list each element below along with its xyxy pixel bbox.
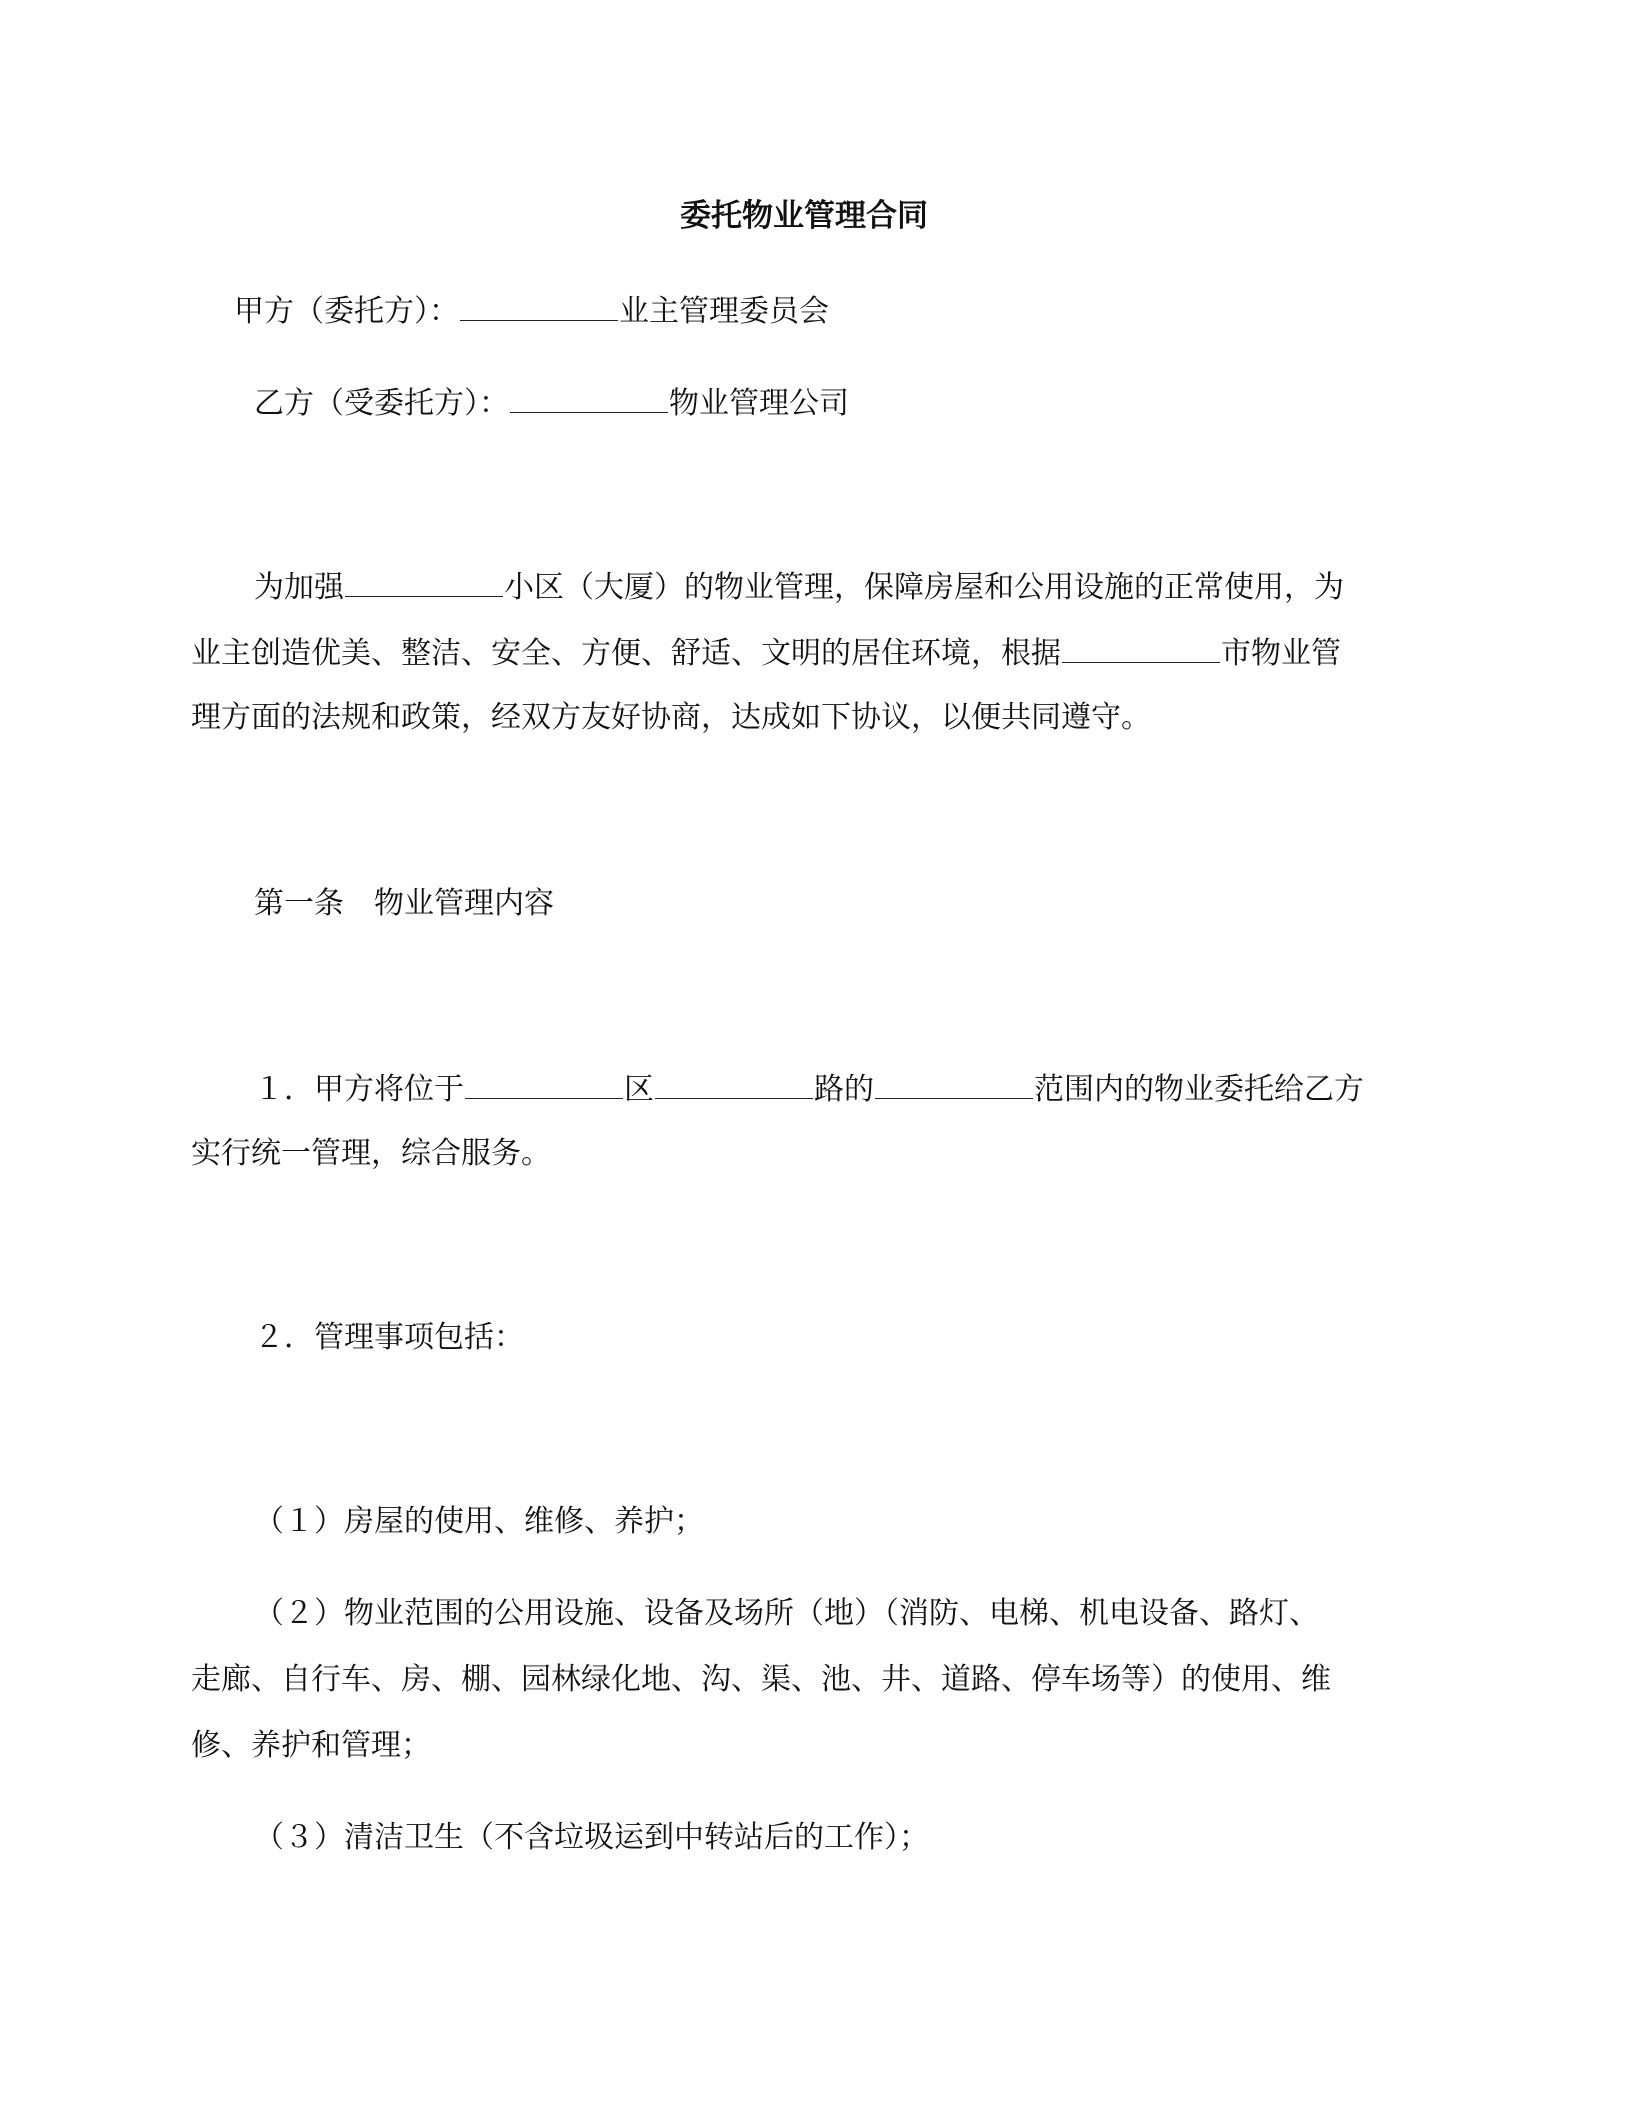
- preamble-line-1: [254, 566, 1344, 608]
- item-1-line-2: 实行统一管理，综合服务。: [191, 1136, 551, 1171]
- preamble-text: 市物业管: [1221, 636, 1341, 671]
- item-1-text: １．甲方将位于: [254, 1072, 464, 1107]
- sub-item-1: （１）房屋的使用、维修、养护；: [254, 1504, 704, 1539]
- item-1-text: 区: [624, 1072, 654, 1107]
- road-blank[interactable]: [655, 1068, 813, 1099]
- party-b-prefix: 乙方（受委托方）：: [254, 386, 509, 421]
- community-name-blank[interactable]: [345, 566, 503, 597]
- party-a-blank[interactable]: [460, 290, 618, 321]
- preamble-text: 为加强: [254, 570, 344, 605]
- sub-item-2-line-2: 走廊、自行车、房、棚、园林绿化地、沟、渠、池、井、道路、停车场等）的使用、维: [191, 1662, 1331, 1697]
- party-a-prefix: 甲方（委托方）：: [234, 294, 459, 329]
- sub-item-2-line-1: （２）物业范围的公用设施、设备及场所（地）（消防、电梯、机电设备、路灯、: [254, 1596, 1319, 1631]
- party-b-blank[interactable]: [510, 382, 668, 413]
- contract-title: 委托物业管理合同: [680, 198, 928, 234]
- city-name-blank[interactable]: [1062, 632, 1220, 663]
- item-1-text: 范围内的物业委托给乙方: [1034, 1072, 1364, 1107]
- sub-item-2-line-3: 修、养护和管理；: [191, 1728, 431, 1763]
- party-a-line: [234, 290, 829, 332]
- preamble-text: 业主创造优美、整洁、安全、方便、舒适、文明的居住环境，根据: [191, 636, 1061, 671]
- preamble-line-2: [191, 632, 1341, 674]
- party-b-suffix: 物业管理公司: [669, 386, 849, 421]
- preamble-line-3: 理方面的法规和政策，经双方友好协商，达成如下协议，以便共同遵守。: [191, 700, 1151, 735]
- scope-blank[interactable]: [875, 1068, 1033, 1099]
- article-1-heading: 第一条 物业管理内容: [254, 886, 554, 921]
- item-1-line-1: [254, 1068, 1364, 1110]
- sub-item-3: （３）清洁卫生（不含垃圾运到中转站后的工作）；: [254, 1820, 929, 1855]
- preamble-text: 小区（大厦）的物业管理，保障房屋和公用设施的正常使用，为: [504, 570, 1344, 605]
- item-1-text: 路的: [814, 1072, 874, 1107]
- district-blank[interactable]: [465, 1068, 623, 1099]
- item-2: ２．管理事项包括：: [254, 1320, 524, 1355]
- party-b-line: [254, 382, 849, 424]
- party-a-suffix: 业主管理委员会: [619, 294, 829, 329]
